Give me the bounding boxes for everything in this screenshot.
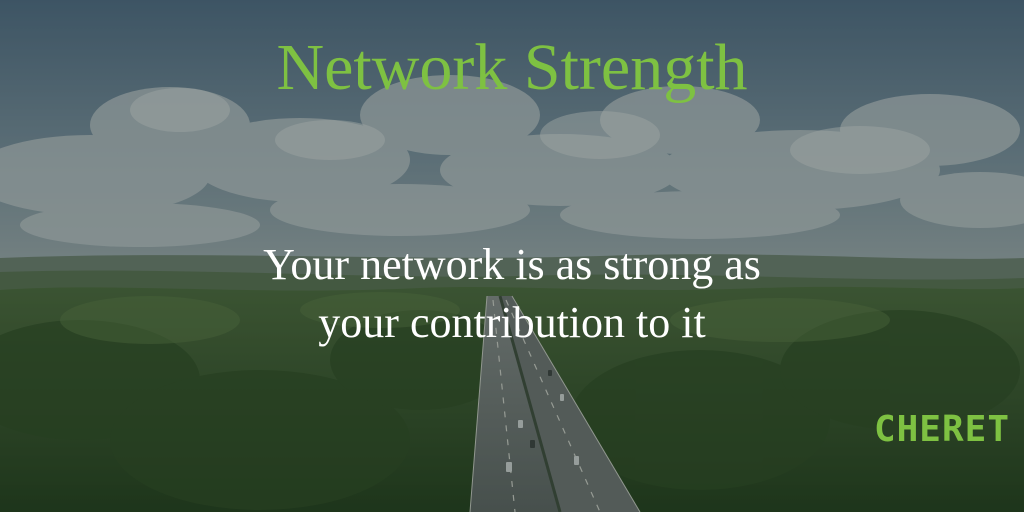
tagline bbox=[112, 236, 912, 352]
brand-logo: CHERET bbox=[873, 409, 1010, 450]
tagline-line-2: your contribution to it bbox=[318, 298, 706, 347]
tagline-line-1: Your network is as strong as bbox=[263, 240, 761, 289]
page-title: Network Strength bbox=[276, 31, 748, 104]
